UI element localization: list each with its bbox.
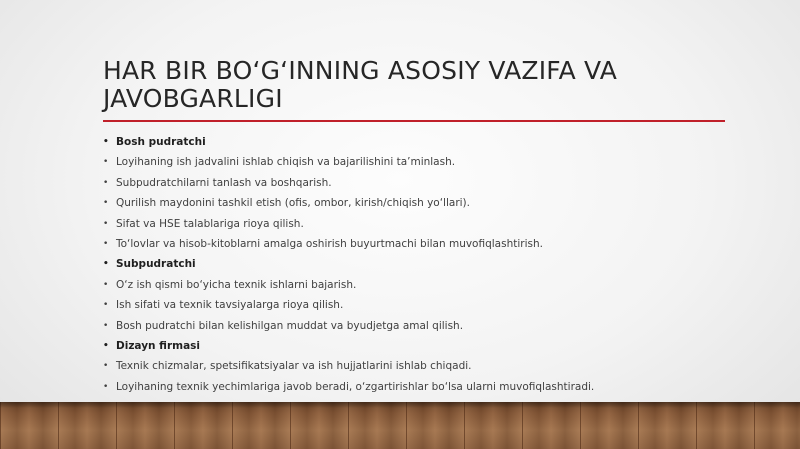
bullet-item: • Sifat va HSE talablariga rioya qilish. <box>103 214 743 234</box>
slide-title: HAR BIR BO‘G‘INNING ASOSIY VAZIFA VA JAVOBGARLIGI <box>103 56 618 113</box>
bullet-item: • Loyihaning ish jadvalini ishlab chiqish va bajarilishini ta’minlash. <box>103 152 743 172</box>
bullet-list <box>103 132 743 397</box>
bullet-item: • Ish sifati va texnik tavsiyalarga rioya qilish. <box>103 295 743 315</box>
title-divider <box>103 120 725 122</box>
bullet-item: • To‘lovlar va hisob-kitoblarni amalga oshirish buyurtmachi bilan muvofiqlashtirish. <box>103 234 743 254</box>
bullet-item: • Texnik chizmalar, spetsifikatsiyalar va ish hujjatlarini ishlab chiqadi. <box>103 356 743 376</box>
section-heading-bosh-pudratchi: • Bosh pudratchi <box>103 132 743 152</box>
bullet-item: • Qurilish maydonini tashkil etish (ofis, ombor, kirish/chiqish yo‘llari). <box>103 193 743 213</box>
bullet-item: • Loyihaning texnik yechimlariga javob beradi, o‘zgartirishlar bo‘lsa ularni muvofiqlashtiradi. <box>103 377 743 397</box>
section-heading-dizayn-firmasi: • Dizayn firmasi <box>103 336 743 356</box>
bullet-item: • Subpudratchilarni tanlash va boshqarish. <box>103 173 743 193</box>
section-heading-subpudratchi: • Subpudratchi <box>103 254 743 274</box>
bullet-item: • Bosh pudratchi bilan kelishilgan muddat va byudjetga amal qilish. <box>103 316 743 336</box>
wooden-floor-background <box>0 402 800 449</box>
bullet-item: • O‘z ish qismi bo‘yicha texnik ishlarni bajarish. <box>103 275 743 295</box>
floor-shadow <box>0 402 800 408</box>
